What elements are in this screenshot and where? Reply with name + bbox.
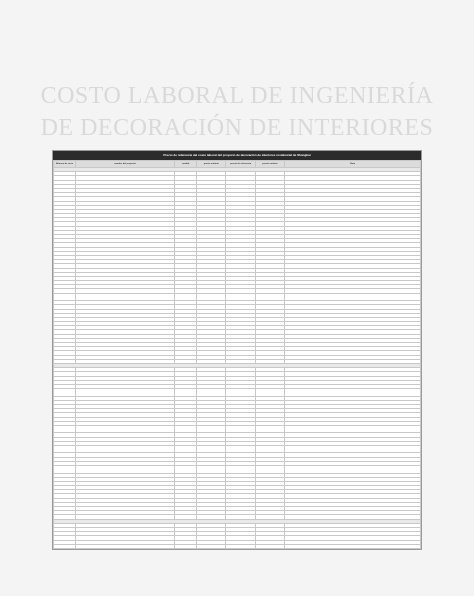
table-cell [255,389,284,397]
table-cell [285,389,421,397]
table-cell [226,389,255,397]
table-cell [255,425,284,433]
table-cell [76,425,175,433]
table-cell [175,548,197,550]
table-cell [54,389,76,397]
table-cell [197,293,226,301]
table-cell [255,548,284,550]
table-cell [197,389,226,397]
table-cell [226,445,255,453]
table-cell [54,293,76,301]
table-cell [76,389,175,397]
table-cell [54,425,76,433]
table-cell [175,293,197,301]
cost-table-body [54,168,421,551]
table-row [54,548,421,550]
table-cell [285,445,421,453]
table-header-row [54,161,421,168]
page-title [0,80,474,144]
table-cell [54,466,76,474]
table-cell [255,445,284,453]
table-cell [76,466,175,474]
table-cell [197,466,226,474]
table-cell [285,466,421,474]
sheet-header: Precio de referencia del costo laboral del proyecto de decoración de interiores residencial de Shanghai [53,151,421,160]
table-cell [54,445,76,453]
table-cell [175,466,197,474]
page-title-line-1: COSTO LABORAL DE INGENIERÍA [40,83,434,109]
table-cell [285,425,421,433]
cost-sheet [52,150,422,550]
table-cell [197,548,226,550]
column-header: precio de referencia [226,161,255,168]
table-row [54,389,421,397]
table-cell [255,466,284,474]
table-cell [76,293,175,301]
table-row [54,445,421,453]
column-header: unidad [175,161,197,168]
table-cell [76,548,175,550]
table-cell [175,445,197,453]
table-cell [175,425,197,433]
column-header: precio unitario [255,161,284,168]
table-cell [226,548,255,550]
column-header: Número de serie [54,161,76,168]
column-header: nombre del proyecto [76,161,175,168]
table-cell [285,293,421,301]
table-cell [54,548,76,550]
column-header: Nota [285,161,421,168]
table-row [54,466,421,474]
column-header: precio unitario [197,161,226,168]
table-cell [226,293,255,301]
table-row [54,425,421,433]
table-cell [76,445,175,453]
table-cell [226,466,255,474]
cost-table [53,160,421,550]
table-cell [175,389,197,397]
table-cell [285,548,421,550]
table-cell [197,425,226,433]
page-title-line-2: DE DECORACIÓN DE INTERIORES [40,115,434,141]
table-cell [255,293,284,301]
table-cell [226,425,255,433]
table-row [54,293,421,301]
table-cell [197,445,226,453]
